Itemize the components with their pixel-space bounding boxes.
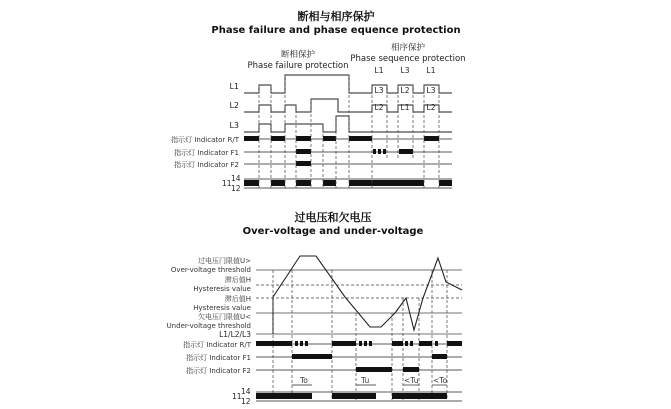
indicator-f1-row xyxy=(244,149,452,154)
phase-sequence-label-en: Phase sequence protection xyxy=(350,54,466,64)
section1-title-en: Phase failure and phase equence protection xyxy=(211,25,461,36)
seq-top-3: L1 xyxy=(426,66,436,75)
relay-12-label: 12 xyxy=(231,184,241,193)
hysteresis-upper-label-cn: 滞后值H xyxy=(224,276,251,284)
row2-f1-label: 指示灯 Indicator F1 xyxy=(186,354,251,362)
row-f2-label: 指示灯 Indicator F2 xyxy=(174,161,239,169)
hysteresis-upper-label-en: Hysteresis value xyxy=(193,285,251,293)
tu-short-label: <Tu xyxy=(404,376,419,385)
seq-top-2: L3 xyxy=(400,66,410,75)
relay2-14-label: 14 xyxy=(241,387,251,396)
row2-rt-label: 指示灯 Indicator R/T xyxy=(183,341,251,349)
relay-row-2 xyxy=(256,392,462,401)
phase-sequence-label-cn: 相序保护 xyxy=(390,43,426,53)
indicator-f2-row xyxy=(244,161,452,166)
l2-waveform xyxy=(244,99,452,112)
row-l3-label: L3 xyxy=(229,121,239,130)
seq-mid-2: L2 xyxy=(400,86,410,95)
indicator-rt-row xyxy=(244,136,452,141)
relay-14-label: 14 xyxy=(231,174,241,183)
indicator2-f1-row xyxy=(256,354,462,359)
tu-delay-label: Tu xyxy=(361,376,370,385)
seq-bot-1: L2 xyxy=(374,103,384,112)
seq-mid-3: L3 xyxy=(426,86,436,95)
section1-title-cn: 断相与相序保护 xyxy=(297,10,375,23)
l3-waveform xyxy=(244,116,452,132)
over-threshold-label-cn: 过电压门限值U> xyxy=(198,257,251,265)
section2-title-cn: 过电压和欠电压 xyxy=(294,211,372,224)
indicator2-rt-row xyxy=(256,341,462,346)
seq-bot-2: L1 xyxy=(400,103,410,112)
under-threshold-label-cn: 欠电压门限值U< xyxy=(198,313,251,321)
under-threshold-label-en: Under-voltage threshold xyxy=(166,322,251,330)
row-rt-label: 指示灯 Indicator R/T xyxy=(171,136,239,144)
row-l1-label: L1 xyxy=(229,82,239,91)
row-l2-label: L2 xyxy=(229,101,239,110)
row2-f2-label: 指示灯 Indicator F2 xyxy=(186,367,251,375)
hysteresis-lower-label-cn: 滞后值H xyxy=(224,295,251,303)
to-short-label: <To xyxy=(433,376,448,385)
relay2-12-label: 12 xyxy=(241,397,251,406)
seq-bot-3: L2 xyxy=(426,103,436,112)
line-voltage-label: L1/L2/L3 xyxy=(219,330,251,339)
l1-waveform xyxy=(244,75,452,93)
phase-failure-label-cn: 断相保护 xyxy=(280,50,316,60)
phase-failure-label-en: Phase failure protection xyxy=(247,61,349,71)
seq-mid-1: L3 xyxy=(374,86,384,95)
threshold-lines xyxy=(256,270,462,334)
hysteresis-lower-label-en: Hysteresis value xyxy=(193,304,251,312)
to-delay-label: To xyxy=(300,376,308,385)
relay-11-label: 11 xyxy=(222,179,232,188)
over-threshold-label-en: Over-voltage threshold xyxy=(170,266,251,274)
row-f1-label: 指示灯 Indicator F1 xyxy=(174,149,239,157)
relay-row-1 xyxy=(244,179,452,188)
relay2-11-label: 11 xyxy=(232,392,242,401)
indicator2-f2-row xyxy=(256,367,462,372)
voltage-curve xyxy=(273,256,462,334)
section2-title-en: Over-voltage and under-voltage xyxy=(242,226,424,237)
seq-top-1: L1 xyxy=(374,66,384,75)
